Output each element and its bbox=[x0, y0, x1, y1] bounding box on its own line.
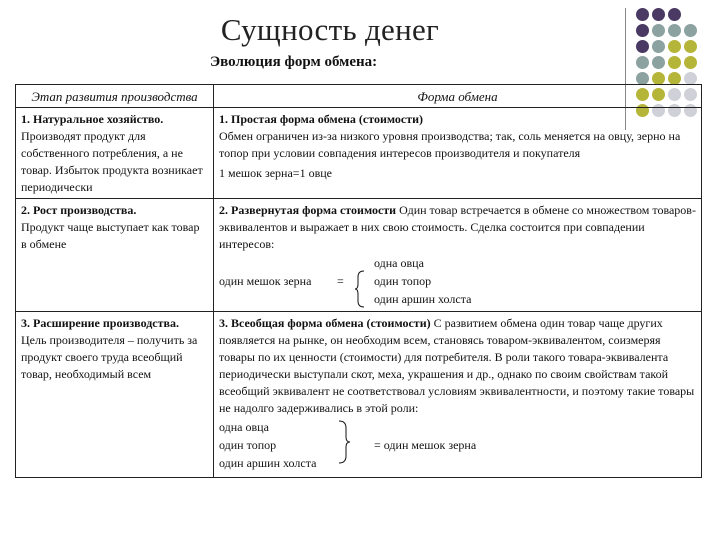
right-brace-icon bbox=[337, 419, 351, 465]
equation-item: один аршин холста bbox=[219, 456, 317, 470]
form-title: 3. Всеобщая форма обмена (стоимости) bbox=[219, 316, 431, 330]
form-text: Один товар встречается в обмене со множеством товаров-эквивалентов и выражает в них свою стоимость. Сделка состоится при совпадении интересов: bbox=[219, 203, 696, 251]
equation-left: один мешок зерна bbox=[219, 274, 312, 288]
stage-text: Производят продукт для собственного потребления, а не товар. Избыток продукта возникает периодически bbox=[21, 129, 203, 194]
column-header-stage: Этап развития производства bbox=[16, 85, 214, 108]
table-row bbox=[16, 199, 702, 312]
decor-dot bbox=[668, 24, 681, 37]
decor-dot bbox=[668, 40, 681, 53]
equation-block bbox=[219, 253, 696, 309]
stage-text: Продукт чаще выступает как товар в обмене bbox=[21, 220, 200, 251]
equation-item: один топор bbox=[219, 438, 277, 452]
equation-item: один аршин холста bbox=[374, 292, 472, 306]
form-cell bbox=[214, 312, 702, 478]
decor-dot bbox=[652, 24, 665, 37]
left-brace-icon bbox=[354, 269, 366, 309]
decor-dot bbox=[668, 8, 681, 21]
stage-cell bbox=[16, 199, 214, 312]
equation-item: одна овца bbox=[374, 256, 424, 270]
decor-dot bbox=[684, 40, 697, 53]
stage-cell bbox=[16, 312, 214, 478]
table-row bbox=[16, 108, 702, 199]
equation-block bbox=[219, 417, 696, 475]
decor-dot bbox=[636, 24, 649, 37]
equation-sign: = bbox=[337, 274, 344, 288]
form-formula: 1 мешок зерна=1 овце bbox=[219, 166, 332, 180]
table-row bbox=[16, 312, 702, 478]
stage-cell bbox=[16, 108, 214, 199]
table-header-row bbox=[16, 85, 702, 108]
decor-dot bbox=[636, 56, 649, 69]
equation-item: одна овца bbox=[219, 420, 269, 434]
decor-dot bbox=[684, 56, 697, 69]
page-subtitle: Эволюция форм обмена: bbox=[210, 54, 378, 70]
stage-title: 3. Расширение производства. bbox=[21, 316, 180, 330]
form-text: Обмен ограничен из-за низкого уровня производства; так, соль меняется на овцу, зерно на топор при условии совпадения интересов производителя и покупателя bbox=[219, 129, 681, 160]
form-title: 1. Простая форма обмена (стоимости) bbox=[219, 112, 424, 126]
form-cell bbox=[214, 199, 702, 312]
equation-right: = один мешок зерна bbox=[374, 438, 477, 452]
exchange-forms-table bbox=[15, 84, 702, 478]
stage-text: Цель производителя – получить за продукт своего труда всеобщий товар, необходимый всем bbox=[21, 333, 198, 381]
decor-dot bbox=[636, 8, 649, 21]
equation-item: один топор bbox=[374, 274, 432, 288]
form-title: 2. Развернутая форма стоимости bbox=[219, 203, 397, 217]
page-title: Сущность денег bbox=[220, 12, 440, 47]
decor-dot bbox=[652, 40, 665, 53]
decor-dot bbox=[636, 40, 649, 53]
form-cell bbox=[214, 108, 702, 199]
decor-dot bbox=[684, 24, 697, 37]
decor-dot bbox=[652, 8, 665, 21]
stage-title: 2. Рост производства. bbox=[21, 203, 137, 217]
decor-dot bbox=[652, 56, 665, 69]
stage-title: 1. Натуральное хозяйство. bbox=[21, 112, 164, 126]
form-text: С развитием обмена один товар чаще других появляется на рынке, он необходим всем, становясь товаром-эквивалентом, соизмеряя товары по их ценности (стоимости) для потребителя. В роли такого товара-эквивалента периодически выступали скот, меха, украшения и др., однако по своим свойствам такой всеобщий эквивалент не соответствовал условиям эквивалентности, и поэтому такие товары не надолго задерживались в этой роли: bbox=[219, 316, 695, 415]
column-header-form: Форма обмена bbox=[214, 85, 702, 108]
decor-dot bbox=[668, 56, 681, 69]
